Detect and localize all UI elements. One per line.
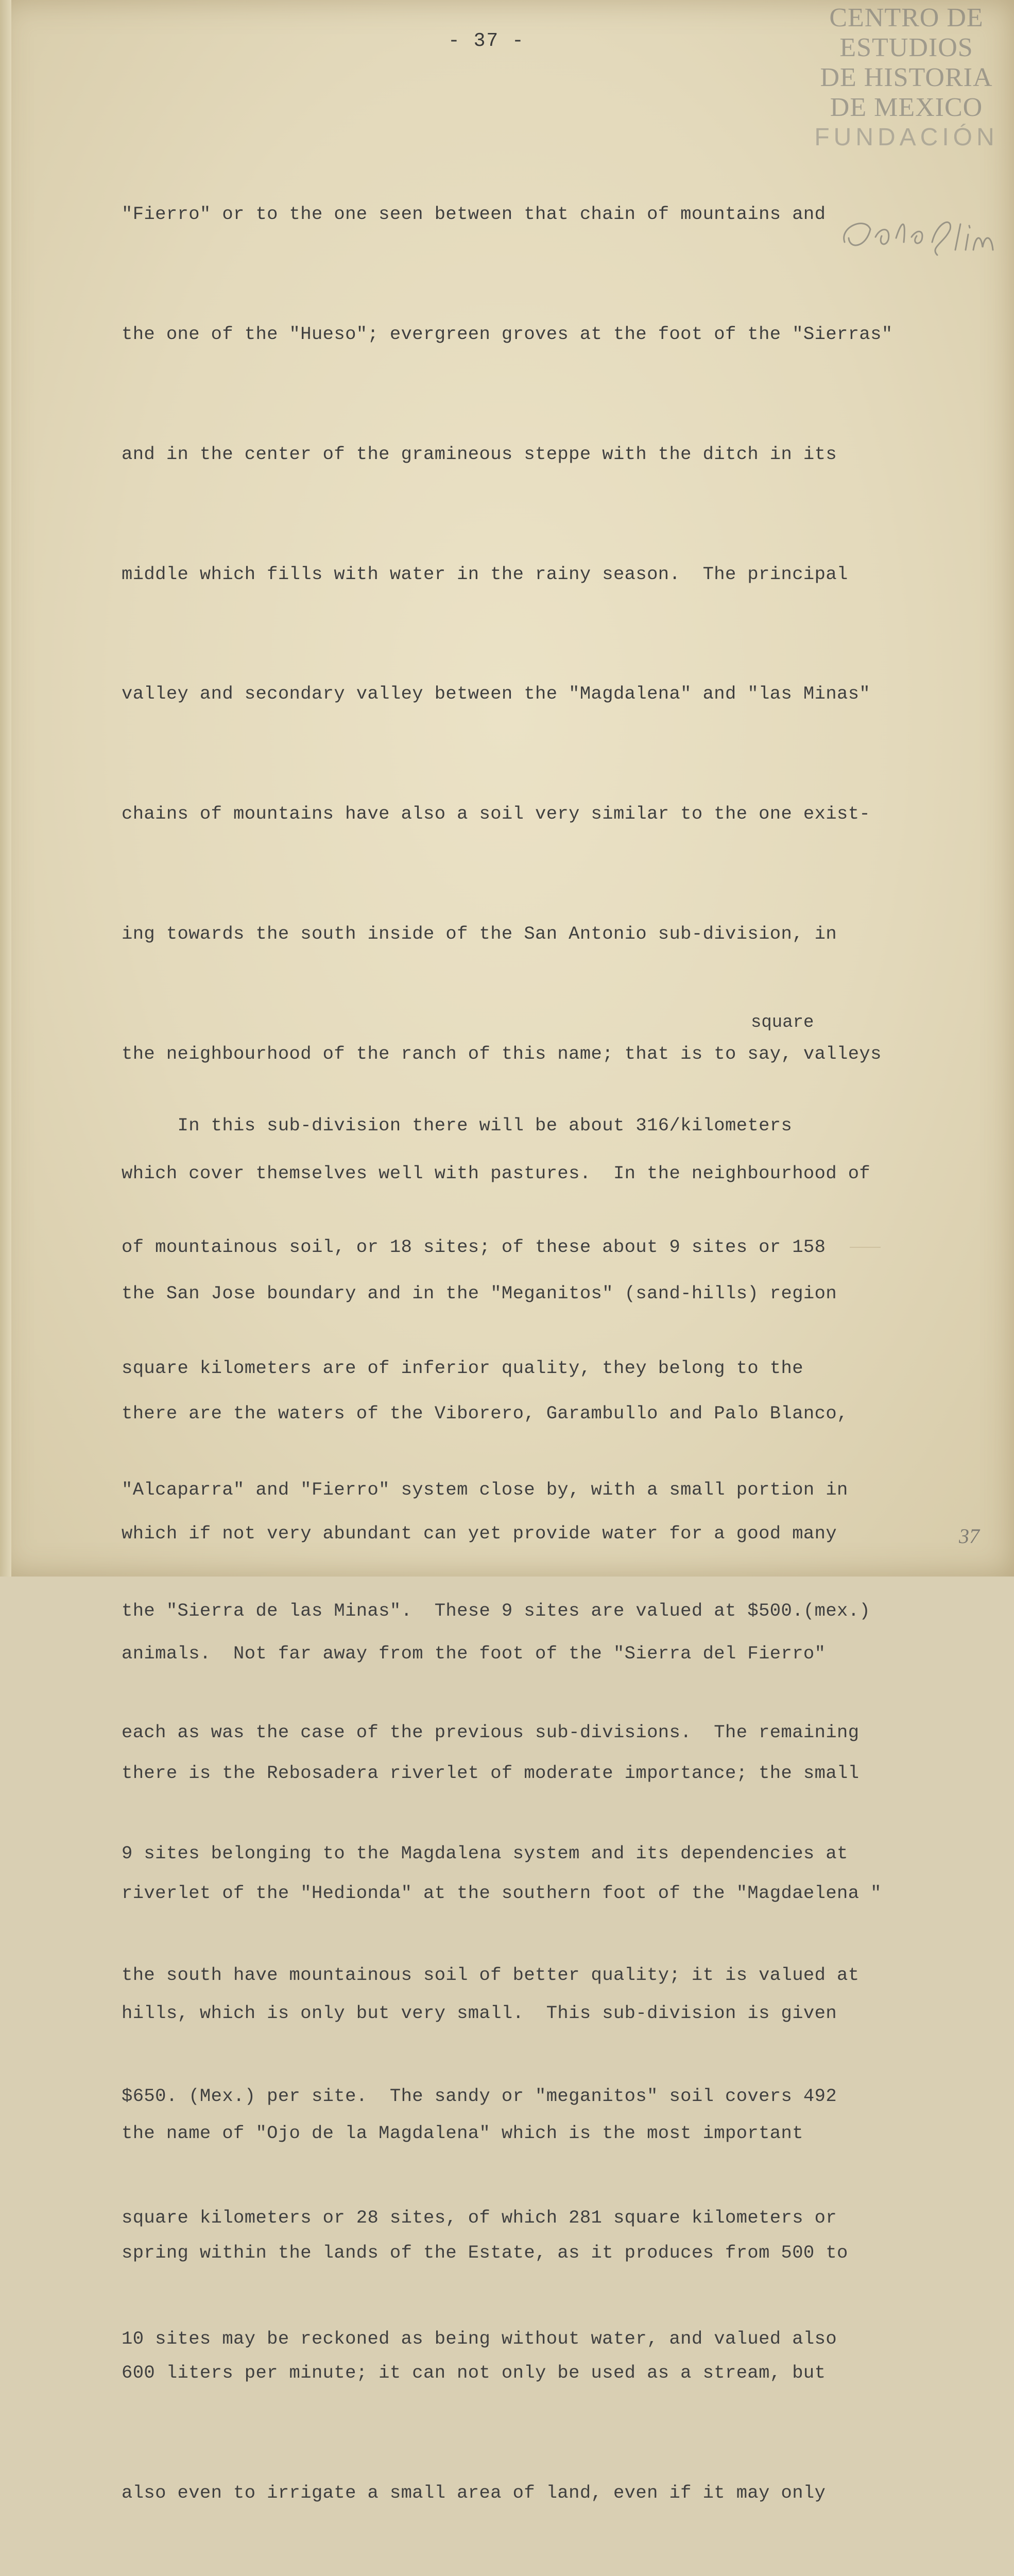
text-line: middle which fills with water in the rainy season. The principal [122, 563, 848, 585]
page-fold-shadow [0, 0, 11, 1577]
text-line: there are the waters of the Viborero, Garambullo and Palo Blanco, [122, 1403, 848, 1424]
text-line: square kilometers are of inferior quality, they belong to the [122, 1358, 803, 1379]
interlinear-insertion: square [751, 1013, 814, 1032]
stamp-line-4: DE MEXICO [830, 93, 983, 122]
text-line: the one of the "Hueso"; evergreen groves at the foot of the "Sierras" [122, 323, 893, 345]
text-line: chains of mountains have also a soil very similar to the one exist- [122, 803, 871, 825]
text-line: each as was the case of the previous sub-divisions. The remaining [122, 1721, 860, 1743]
stamp-line-2: ESTUDIOS [839, 33, 973, 62]
text-line: the name of "Ojo de la Magdalena" which is the most important [122, 2122, 803, 2144]
text-line: 10 sites may be reckoned as being without water, and valued also [122, 2328, 837, 2349]
text-line: also even to irrigate a small area of land, even if it may only [122, 2482, 826, 2504]
text-line: which cover themselves well with pastures. In the neighbourhood of [122, 1163, 871, 1184]
text-line: of mountainous soil, or 18 sites; of these about 9 sites or 158 [122, 1236, 826, 1258]
handwritten-page-number: 37 [959, 1524, 979, 1548]
text-line: and in the center of the gramineous steppe with the ditch in its [122, 443, 837, 465]
text-line: 600 liters per minute; it can not only be used as a stream, but [122, 2362, 826, 2384]
text-line: the south have mountainous soil of better quality; it is valued at [122, 1964, 860, 1986]
text-line: spring within the lands of the Estate, as it produces from 500 to [122, 2242, 848, 2264]
paper-stain [850, 1226, 881, 1248]
text-line: "Fierro" or to the one seen between that chain of mountains and [122, 204, 826, 225]
text-line: which if not very abundant can yet provide water for a good many [122, 1522, 837, 1544]
text-line: 9 sites belonging to the Magdalena system and its dependencies at [122, 1843, 848, 1864]
text-line: animals. Not far away from the foot of the "Sierra del Fierro" [122, 1642, 826, 1664]
paragraph-2 [122, 1025, 956, 2441]
text-line: hills, which is only but very small. This sub-division is given [122, 2002, 837, 2024]
stamp-line-3: DE HISTORIA [820, 63, 993, 92]
text-line: the "Sierra de las Minas". These 9 sites are valued at $500.(mex.) [122, 1600, 871, 1621]
text-line: the San Jose boundary and in the "Meganitos" (sand-hills) region [122, 1283, 837, 1304]
page-number: - 37 - [448, 30, 525, 52]
stamp-line-1: CENTRO DE [829, 3, 984, 32]
text-line: riverlet of the "Hedionda" at the southern foot of the "Magdaelena " [122, 1883, 882, 1904]
text-line: $650. (Mex.) per site. The sandy or "meganitos" soil covers 492 [122, 2086, 837, 2107]
stamp-line-5: FUNDACIÓN [814, 124, 999, 151]
text-line: the neighbourhood of the ranch of this name; that is to say, valleys [122, 1043, 882, 1064]
text-line: there is the Rebosadera riverlet of moderate importance; the small [122, 1762, 860, 1784]
text-line: ing towards the south inside of the San Antonio sub-division, in [122, 923, 837, 944]
text-line: valley and secondary valley between the "Magdalena" and "las Minas" [122, 683, 871, 705]
text-line: In this sub-division there will be about 316/kilometers [122, 1115, 793, 1136]
text-line: "Alcaparra" and "Fierro" system close by, with a small portion in [122, 1479, 848, 1500]
text-line: square kilometers or 28 sites, of which 281 square kilometers or [122, 2207, 837, 2228]
